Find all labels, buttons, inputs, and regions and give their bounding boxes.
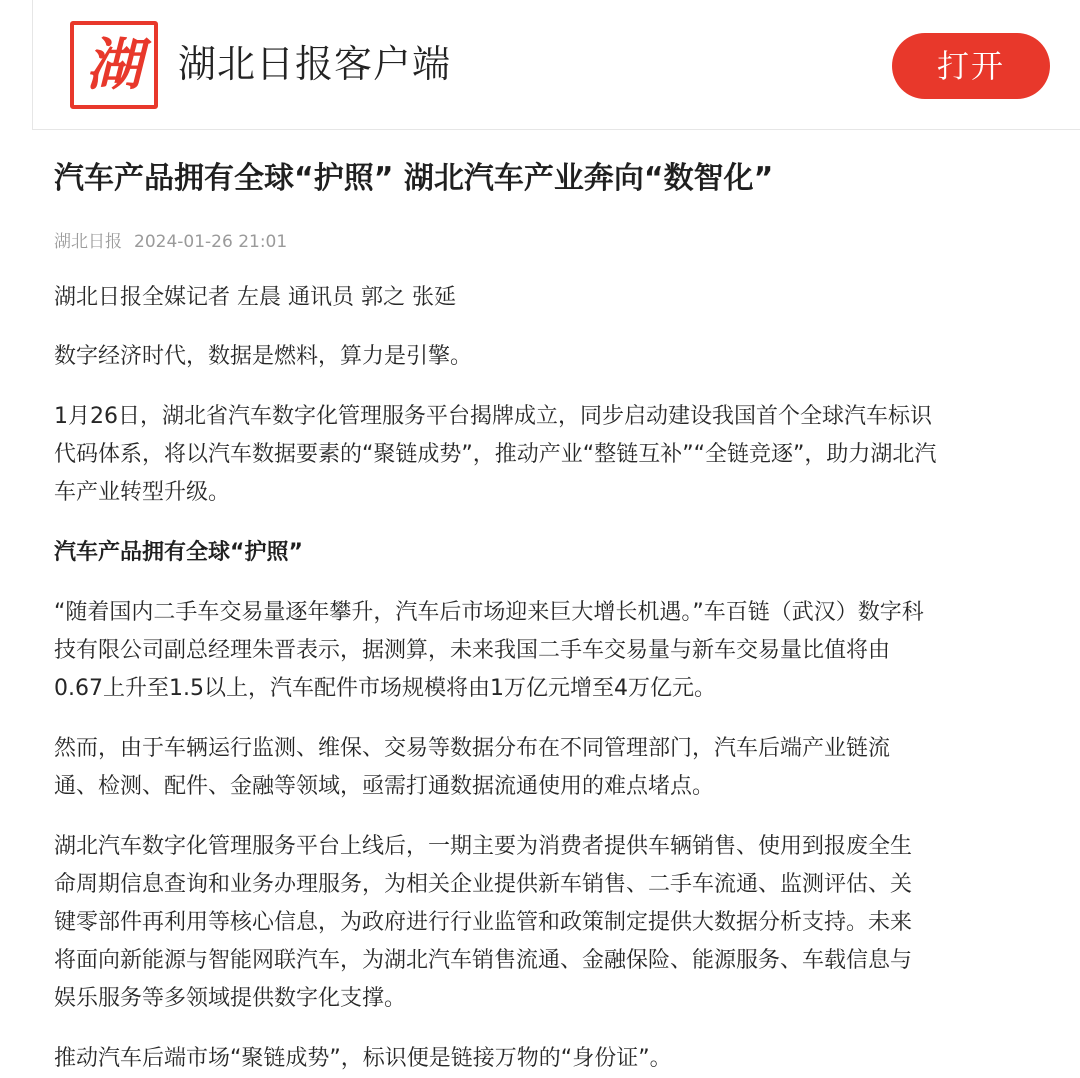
- article-datetime: 2024-01-26 21:01: [134, 232, 288, 252]
- logo-glyph: 湖: [86, 32, 142, 98]
- app-download-banner: [32, 0, 1080, 130]
- paragraph-line: 代码体系，将以汽车数据要素的“聚链成势”，推动产业“整链互补”“全链竞逐”，助力湖北汽: [54, 442, 937, 467]
- hubei-daily-logo: [70, 21, 158, 109]
- paragraph-line: 数字经济时代，数据是燃料，算力是引擎。: [54, 344, 473, 369]
- paragraph-line: 将面向新能源与智能网联汽车，为湖北汽车销售流通、金融保险、能源服务、车载信息与: [54, 948, 913, 973]
- paragraph-line: 0.67上升至1.5以上，汽车配件市场规模将由1万亿元增至4万亿元。: [54, 676, 716, 701]
- open-app-button[interactable]: 打开: [892, 33, 1050, 99]
- paragraph-line: 推动汽车后端市场“聚链成势”，标识便是链接万物的“身份证”。: [54, 1046, 672, 1071]
- paragraph-line: 湖北汽车数字化管理服务平台上线后，一期主要为消费者提供车辆销售、使用到报废全生: [54, 834, 913, 859]
- paragraph-line: 1月26日，湖北省汽车数字化管理服务平台揭牌成立，同步启动建设我国首个全球汽车标识: [54, 404, 932, 429]
- body-paragraph: [54, 594, 1058, 708]
- article-meta: [54, 222, 1058, 262]
- paragraph-line: 技有限公司副总经理朱晋表示，据测算，未来我国二手车交易量与新车交易量比值将由: [54, 638, 891, 663]
- body-paragraph: [54, 1040, 1058, 1078]
- article-title: 汽车产品拥有全球“护照” 湖北汽车产业奔向“数智化”: [54, 161, 774, 196]
- paragraph-line: 汽车产品拥有全球“护照”: [54, 540, 303, 565]
- paragraph-line: 命周期信息查询和业务办理服务，为相关企业提供新车销售、二手车流通、监测评估、关: [54, 872, 913, 897]
- paragraph-line: 湖北日报全媒记者 左晨 通讯员 郭之 张延: [54, 285, 456, 310]
- lead-paragraph: [54, 338, 1058, 376]
- paragraph-line: 娱乐服务等多领域提供数字化支撑。: [54, 986, 407, 1011]
- paragraph-line: “随着国内二手车交易量逐年攀升，汽车后市场迎来巨大增长机遇。”车百链（武汉）数字科: [54, 600, 924, 625]
- body-paragraph: [54, 828, 1058, 1018]
- body-paragraph: [54, 398, 1058, 512]
- section-subheading: [54, 534, 1058, 572]
- paragraph-line: 通、检测、配件、金融等领域，亟需打通数据流通使用的难点堵点。: [54, 774, 715, 799]
- paragraph-line: 车产业转型升级。: [54, 480, 231, 505]
- paragraph-line: 然而，由于车辆运行监测、维保、交易等数据分布在不同管理部门，汽车后端产业链流: [54, 736, 891, 761]
- byline-paragraph: [54, 279, 1058, 317]
- article: [54, 150, 1058, 1078]
- article-source: 湖北日报: [54, 232, 122, 252]
- app-name: 湖北日报客户端: [178, 42, 452, 86]
- paragraph-line: 键零部件再利用等核心信息，为政府进行行业监管和政策制定提供大数据分析支持。未来: [54, 910, 913, 935]
- body-paragraph: [54, 730, 1058, 806]
